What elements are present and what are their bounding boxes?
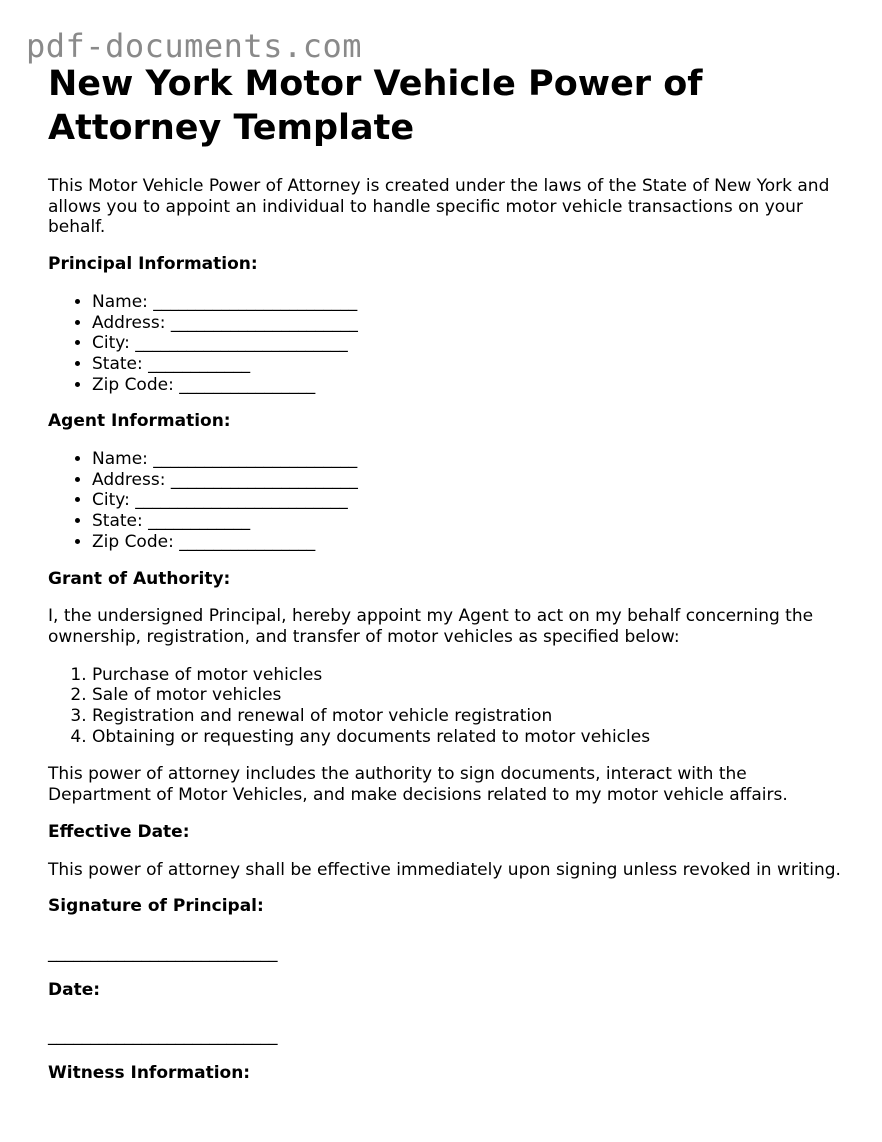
principal-city-field: • City: _________________________ <box>92 333 848 354</box>
principal-zip-field: • Zip Code: ________________ <box>92 375 848 396</box>
witness-heading: Witness Information: <box>48 1063 251 1084</box>
effective-date-paragraph: This power of attorney shall be effective immediately upon signing unless revoked in writing. <box>48 859 841 880</box>
grant-heading: Grant of Authority: <box>48 568 231 589</box>
principal-fields-list <box>48 292 848 396</box>
agent-name-field: • Name: ________________________ <box>92 449 848 470</box>
grant-items-list <box>48 665 848 748</box>
date-heading: Date: <box>48 979 101 1000</box>
document-title: New York Motor Vehicle Power of Attorney Template <box>48 64 703 148</box>
grant-item: 2. Sale of motor vehicles <box>92 685 848 706</box>
signature-heading: Signature of Principal: <box>48 896 264 917</box>
agent-state-field: • State: ____________ <box>92 511 848 532</box>
grant-closing-paragraph: This power of attorney includes the authority to sign documents, interact with the Department of Motor Vehicles, and make decisions related to my motor vehicle affairs. <box>48 764 788 806</box>
watermark-text: pdf-documents.com <box>26 27 363 65</box>
agent-address-field: • Address: ______________________ <box>92 470 848 491</box>
grant-item: 3. Registration and renewal of motor vehicle registration <box>92 706 848 727</box>
principal-address-field: • Address: ______________________ <box>92 313 848 334</box>
principal-heading: Principal Information: <box>48 254 258 275</box>
agent-city-field: • City: _________________________ <box>92 490 848 511</box>
grant-paragraph: I, the undersigned Principal, hereby appoint my Agent to act on my behalf concerning the ownership, registration, and transfer of motor vehicles as specified below: <box>48 606 814 647</box>
signature-line: ___________________________ <box>48 942 278 963</box>
principal-name-field: • Name: ________________________ <box>92 292 848 313</box>
effective-date-heading: Effective Date: <box>48 821 190 842</box>
agent-zip-field: • Zip Code: ________________ <box>92 532 848 553</box>
agent-fields-list <box>48 449 848 553</box>
grant-item: 4. Obtaining or requesting any documents related to motor vehicles <box>92 727 848 748</box>
principal-state-field: • State: ____________ <box>92 354 848 375</box>
intro-paragraph: This Motor Vehicle Power of Attorney is created under the laws of the State of New York and allows you to appoint an individual to handle specific motor vehicle transactions on your behalf. <box>48 176 830 238</box>
document-body <box>48 62 848 1084</box>
date-line: ___________________________ <box>48 1026 278 1047</box>
grant-item: 1. Purchase of motor vehicles <box>92 665 848 686</box>
agent-heading: Agent Information: <box>48 411 231 432</box>
